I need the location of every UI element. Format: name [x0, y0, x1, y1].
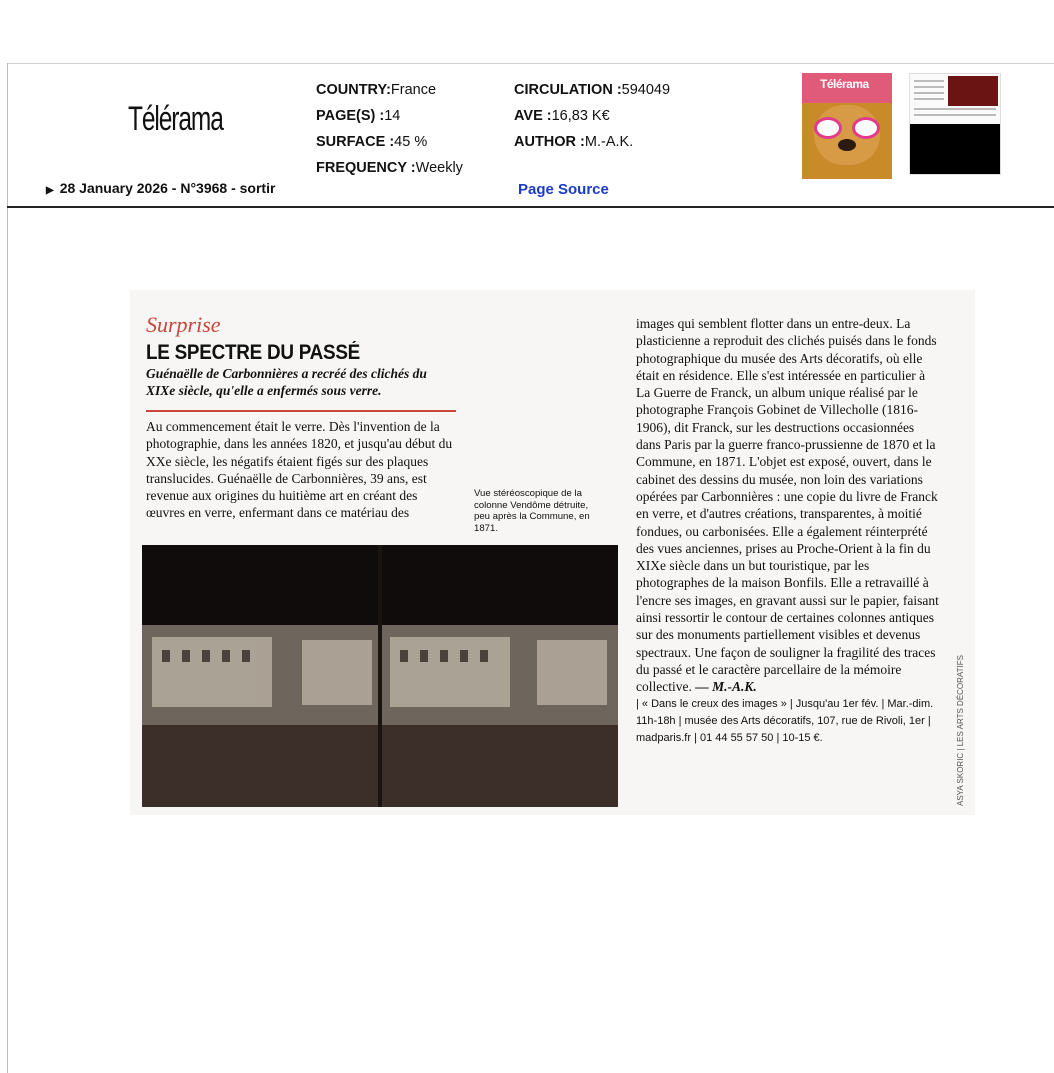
article-signature: — M.-A.K. — [695, 679, 757, 695]
exhibition-info: | « Dans le creux des images » | Jusqu'au 1er fév. | Mar.-dim. 11h-18h | musée des Arts décoratifs, 107, rue de Rivoli, 1er | madparis.fr | 01 44 55 57 50 | 10-15 €. — [636, 697, 934, 744]
page-thumbnail[interactable] — [909, 73, 1001, 175]
frame-top-border — [7, 63, 1054, 64]
meta-author: AUTHOR :M.-A.K. — [514, 134, 634, 150]
frame-left-border — [7, 63, 8, 1073]
header-divider — [7, 206, 1054, 208]
meta-column-right — [514, 77, 670, 155]
dateline: ▶ 28 January 2026 - N°3968 - sortir — [46, 180, 276, 196]
article-headline: LE SPECTRE DU PASSÉ — [146, 341, 361, 364]
meta-country: COUNTRY:France — [316, 82, 437, 98]
article-body-right — [636, 315, 942, 747]
article-deck: Guénaëlle de Carbonnières a recréé des clichés du XIXe siècle, qu'elle a enfermés sous verre. — [146, 366, 427, 398]
page-source-link[interactable]: Page Source — [518, 181, 609, 198]
meta-surface: SURFACE :45 % — [316, 134, 428, 150]
meta-circulation: CIRCULATION :594049 — [514, 82, 671, 98]
meta-column-left — [316, 77, 463, 181]
article-kicker: Surprise — [146, 312, 221, 337]
meta-ave: AVE :16,83 K€ — [514, 108, 610, 124]
photo-caption: Vue stéréoscopique de la colonne Vendôme détruite, peu après la Commune, en 1871. — [474, 488, 590, 534]
body-right-text: images qui semblent flotter dans un entre-deux. La plasticienne a reproduit des clichés puisés dans le fonds photographique du musée des Arts décoratifs, où elle était en résidence. Elle s'est intéressée en particulier à La Guerre de Franck, un album unique réalisé par le photographe François Gobinet de Villecholle (1816-1906), dit Franck, sur les destructions occasionnées dans Paris par la guerre franco-prussienne de 1870 et la Commune, en 1871. L'objet est exposé, ouvert, dans le cabinet des dessins du musée, non loin des variations opérées par Carbonnières : une copie du livre de Franck en verre, et d'autres créations, transparentes, à moitié fondues, ou carbonisées. Elle a également réinterprété des vues anciennes, prises au Proche-Orient à la fin du XIXe siècle dans un but touristique, par les photographes de la maison Bonfils. Elle a retravaillé à l'encre ses images, en gravant aussi sur le papier, faisant ainsi ressortir le contour de certaines colonnes antiques sur des monuments partiellement visibles et devenus spectraux. Une façon de souligner la fragilité des traces du passé et le caractère parcellaire de la mémoire collective. — [636, 316, 939, 695]
deck-divider — [146, 410, 456, 412]
meta-pages: PAGE(S) :14 — [316, 108, 401, 124]
cover-title: Télérama — [820, 77, 869, 91]
play-arrow-icon: ▶ — [46, 185, 54, 196]
meta-frequency: FREQUENCY :Weekly — [316, 160, 463, 176]
publication-logo: Télérama — [128, 100, 223, 138]
article-body-left: Au commencement était le verre. Dès l'invention de la photographie, dans les années 1820, et jusqu'au début du XXe siècle, les négatifs étaient figés sur des plaques translucides. Guénaëlle de Carbonnières, 39 ans, est revenue aux origines du huitième art en créant des œuvres en verre, enfermant dans ce matériau des — [146, 419, 453, 521]
photo-credit: ASYA SKORIC | LES ARTS DÉCORATIFS — [956, 654, 965, 806]
magazine-cover-thumbnail[interactable] — [802, 73, 892, 179]
article-photo — [142, 545, 618, 807]
